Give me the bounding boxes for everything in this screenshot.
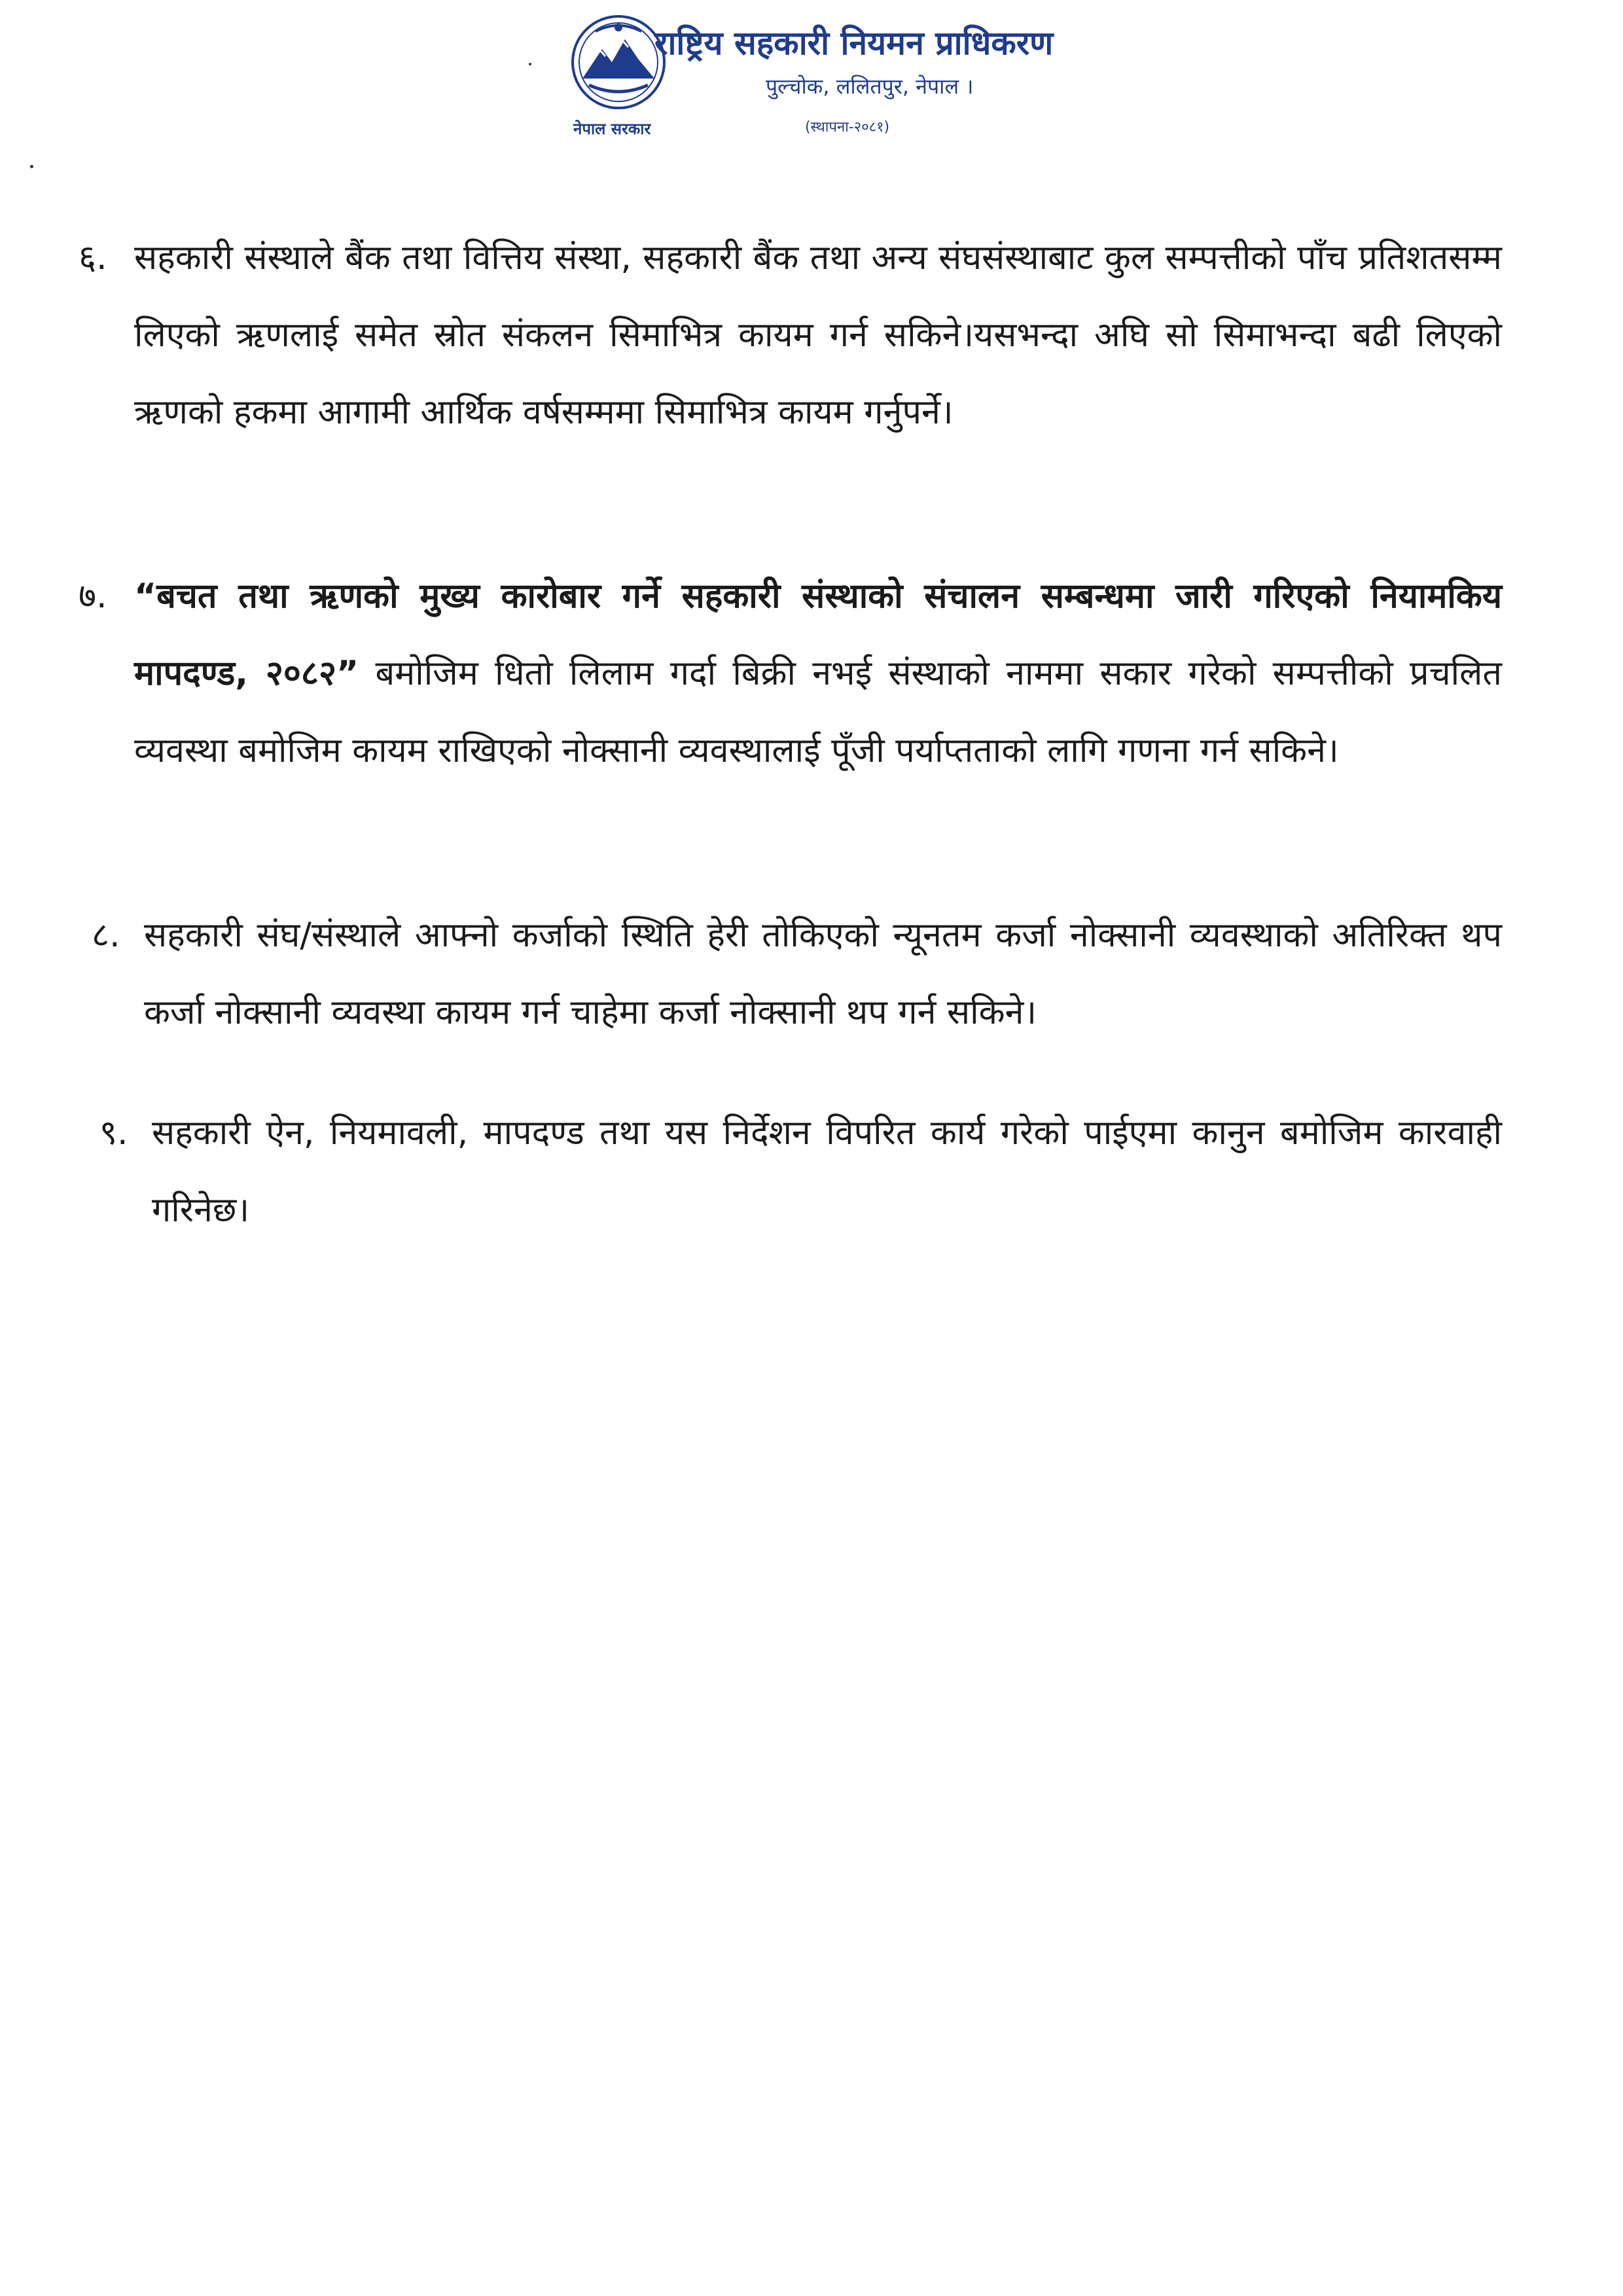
scan-speck xyxy=(30,165,33,168)
clause-number: ९. xyxy=(99,1113,128,1153)
clause-body-text: सहकारी संघ/संस्थाले आफ्नो कर्जाको स्थिति हेरी तोकिएको न्यूनतम कर्जा नोक्सानी व्यवस्थाको अतिरिक्त थप कर्जा नोक्सानी व्यवस्था कायम गर्न चाहेमा कर्जा नोक्सानी थप गर्न सकिने। xyxy=(144,916,1502,1032)
clause-9 xyxy=(99,1094,1502,1249)
clause-bold-text: “बचत तथा ऋणको मुख्य कारोबार गर्ने सहकारी संस्थाको संचालन सम्बन्धमा जारी गरिएको नियामकिय मापदण्ड, २०८२” xyxy=(134,577,1502,693)
clause-text xyxy=(134,558,1502,789)
clause-number: ६. xyxy=(79,238,107,278)
clause-7 xyxy=(79,558,1502,789)
scan-speck xyxy=(529,63,531,65)
government-label: नेपाल सरकार xyxy=(573,120,651,138)
clause-text xyxy=(144,897,1502,1051)
organization-established: (स्थापना-२०८१) xyxy=(805,119,890,135)
organization-address: पुल्चोक, ललितपुर, नेपाल । xyxy=(766,74,974,99)
nepal-government-emblem-icon xyxy=(569,13,668,111)
organization-name: राष्ट्रिय सहकारी नियमन प्राधिकरण xyxy=(654,24,1054,62)
clause-body-text: सहकारी ऐन, नियमावली, मापदण्ड तथा यस निर्देशन विपरित कार्य गरेको पाईएमा कानुन बमोजिम कारवाही गरिनेछ। xyxy=(152,1113,1502,1230)
clause-8 xyxy=(92,897,1502,1051)
letterhead xyxy=(563,13,1060,144)
clause-body-text: बमोजिम धितो लिलाम गर्दा बिक्री नभई संस्थाको नाममा सकार गरेको सम्पत्तीको प्रचलित व्यवस्था बमोजिम कायम राखिएको नोक्सानी व्यवस्थालाई पूँजी पर्याप्तताको लागि गणना गर्न सकिने। xyxy=(134,654,1502,770)
clause-text xyxy=(134,219,1502,451)
clause-body-text: सहकारी संस्थाले बैंक तथा वित्तिय संस्था, सहकारी बैंक तथा अन्य संघसंस्थाबाट कुल सम्पत्तीको पाँच प्रतिशतसम्म लिएको ऋणलाई समेत स्रोत संकलन सिमाभित्र कायम गर्न सकिने।यसभन्दा अघि सो सिमाभन्दा बढी लिएको ऋणको हकमा आगामी आर्थिक वर्षसम्ममा सिमाभित्र कायम गर्नुपर्ने। xyxy=(134,238,1502,432)
clause-number: ८. xyxy=(92,916,120,955)
clause-number: ७. xyxy=(79,577,107,616)
clause-text xyxy=(152,1094,1502,1249)
clause-6 xyxy=(79,219,1502,451)
